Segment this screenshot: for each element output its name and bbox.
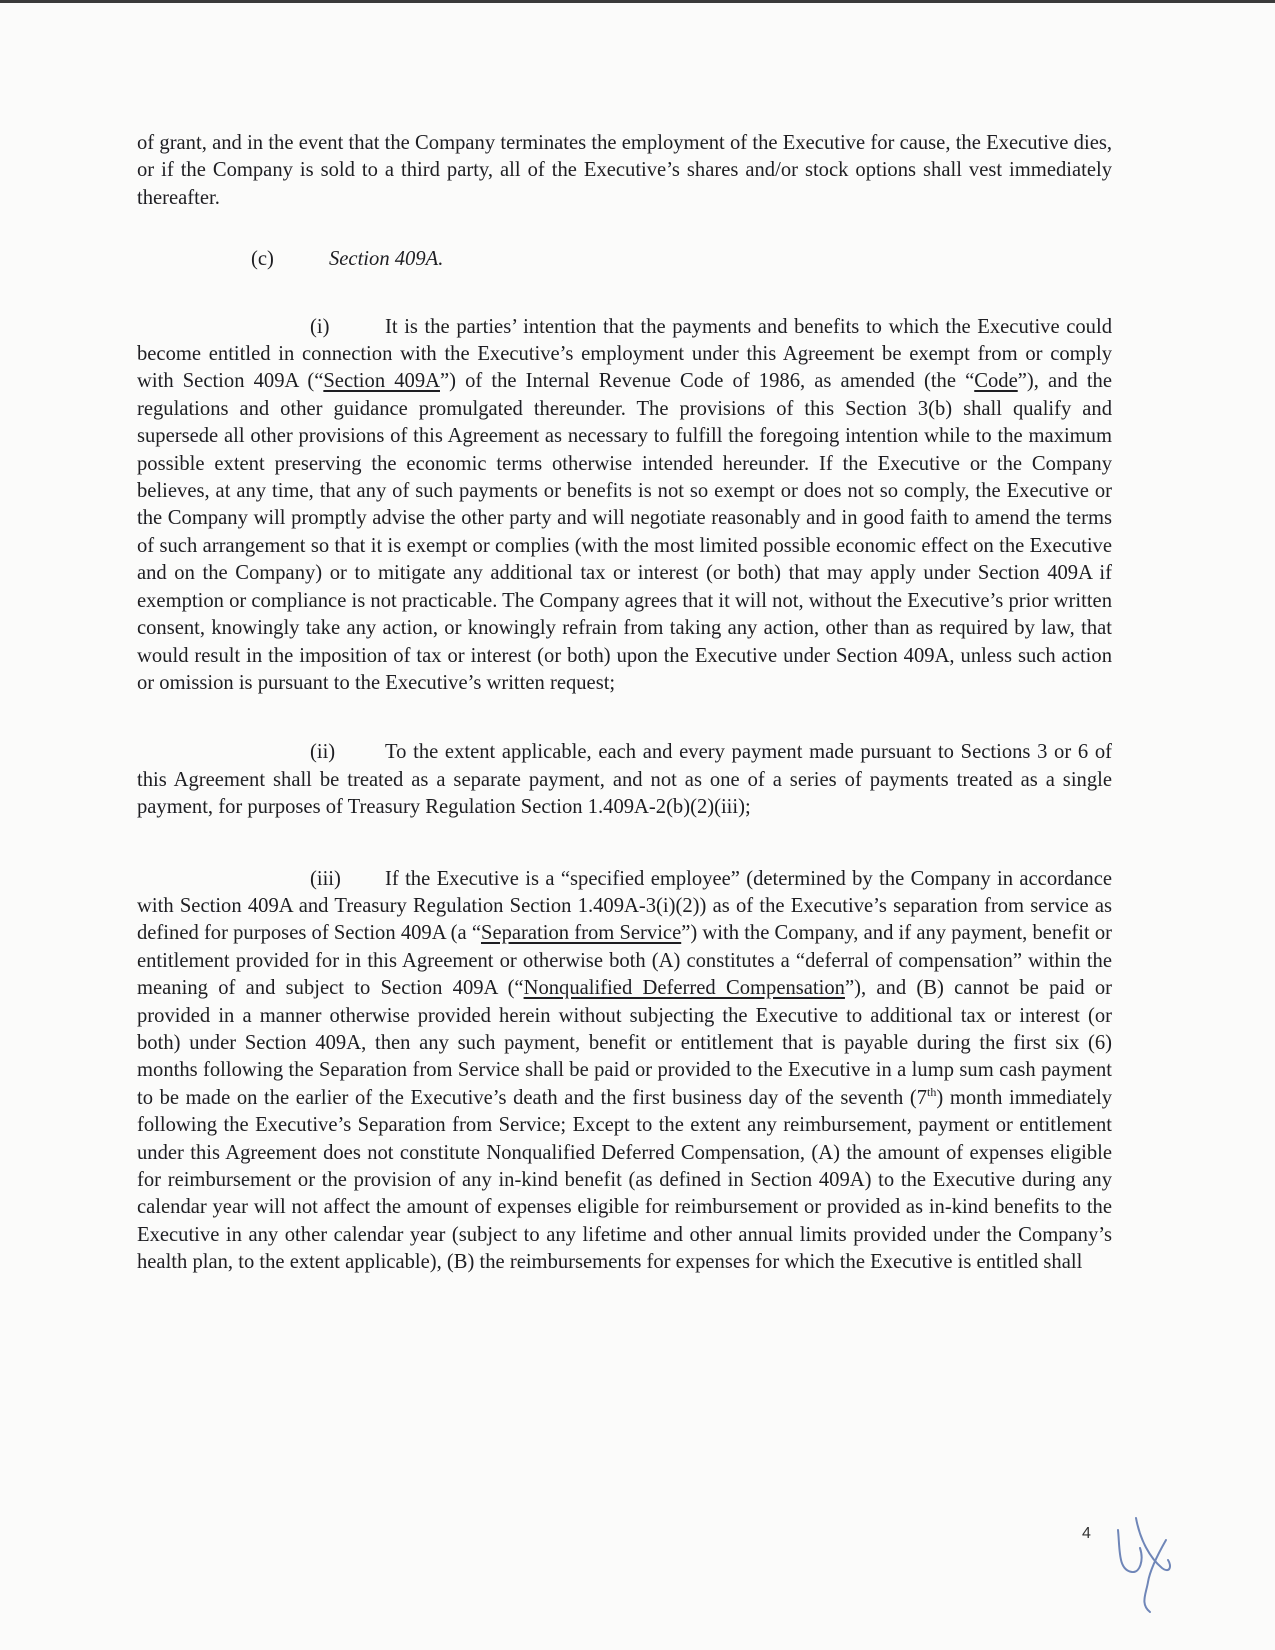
paragraph-iii-text-3: ”), and (B) cannot be paid or provided in a manner otherwise provided herein without subjecting the Executive to additional tax or interest (or both) under Section 409A, then any such payment, benefit or entitlement that is payable during the first six (6) months following the Separation from Service shall be paid or provided to the Executive in a lump sum cash payment to be made on the earlier of the Executive’s death and the first business day of the seventh (7 <box>137 977 1112 1109</box>
paragraph-iii-text-1: If the Executive is a “specified employee” (determined by the Company in accordance with Section 409A and Treasury Regulation Section 1.409A-3(i)(2)) as of the Executive’s separation from service as defined for purposes of Section 409A (a “ <box>137 867 1112 945</box>
paragraph-ii <box>137 739 1112 821</box>
ordinal-superscript: th <box>927 1084 937 1099</box>
scan-top-edge <box>0 0 1275 3</box>
paragraph-i <box>137 314 1112 698</box>
defined-term-separation-from-service: Separation from Service <box>480 922 682 945</box>
paragraph-iii-text-2: ”) with the Company, and if any payment, benefit or entitlement provided for in this Agreement or otherwise both (A) constitutes a “deferral of compensation” within the meaning of and subject to Section 409A (“ <box>137 922 1112 1000</box>
paragraph-i-text-2: ”) of the Internal Revenue Code of 1986, as amended (the “ <box>440 370 975 393</box>
defined-term-nonqualified-deferred-compensation: Nonqualified Deferred Compensation <box>523 977 845 1000</box>
paragraph-i-text-1: It is the parties’ intention that the payments and benefits to which the Executive could become entitled in connection with the Executive’s employment under this Agreement be exempt from or comply with Section 409A (“ <box>137 315 1112 393</box>
paragraph-ii-text: To the extent applicable, each and every payment made pursuant to Sections 3 or 6 of this Agreement shall be treated as a separate payment, and not as one of a series of payments treated as a single payment, for purposes of Treasury Regulation Section 1.409A-2(b)(2)(iii); <box>137 741 1112 819</box>
defined-term-section-409a: Section 409A <box>323 370 440 393</box>
section-c-label: (c) <box>251 248 274 271</box>
paragraph-iii <box>137 866 1112 1277</box>
initials-signature <box>1110 1510 1180 1620</box>
paragraph-i-text-3: ”), and the regulations and other guidance promulgated thereunder. The provisions of this Section 3(b) shall qualify and supersede all other provisions of this Agreement as necessary to fulfill the foregoing intention while to the maximum possible extent preserving the economic terms otherwise intended hereunder. If the Executive or the Company believes, at any time, that any of such payments or benefits is not so exempt or does not so comply, the Executive or the Company will promptly advise the other party and will negotiate reasonably and in good faith to amend the terms of such arrangement so that it is exempt or complies (with the most limited possible economic effect on the Executive and on the Company) or to mitigate any additional tax or interest (or both) that may apply under Section 409A if exemption or compliance is not practicable. The Company agrees that it will not, without the Executive’s prior written consent, knowingly take any action, or knowingly refrain from taking any action, other than as required by law, that would result in the imposition of tax or interest (or both) upon the Executive under Section 409A, unless such action or omission is pursuant to the Executive’s written request; <box>137 370 1112 694</box>
section-c-title: Section 409A. <box>329 248 444 271</box>
paragraph-i-number: (i) <box>310 315 330 338</box>
defined-term-code: Code <box>974 370 1018 393</box>
intro-paragraph: of grant, and in the event that the Company terminates the employment of the Executive for cause, the Executive dies, or if the Company is sold to a third party, all of the Executive’s shares and/or stock options shall vest immediately thereafter. <box>137 132 1112 209</box>
document-page <box>137 130 1112 1277</box>
paragraph-iii-text-4: ) month immediately following the Executive’s Separation from Service; Except to the extent any reimbursement, payment or entitlement under this Agreement does not constitute Nonqualified Deferred Compensation, (A) the amount of expenses eligible for reimbursement or the provision of any in-kind benefit (as defined in Section 409A) to the Executive during any calendar year will not affect the amount of expenses eligible for reimbursement or provided as in-kind benefits to the Executive in any other calendar year (subject to any lifetime and other annual limits provided under the Company’s health plan, to the extent applicable), (B) the reimbursements for expenses for which the Executive is entitled shall <box>137 1086 1112 1274</box>
section-c-heading <box>137 246 1112 273</box>
paragraph-iii-number: (iii) <box>310 867 341 890</box>
paragraph-ii-number: (ii) <box>310 741 336 764</box>
page-number: 4 <box>1082 1525 1091 1542</box>
